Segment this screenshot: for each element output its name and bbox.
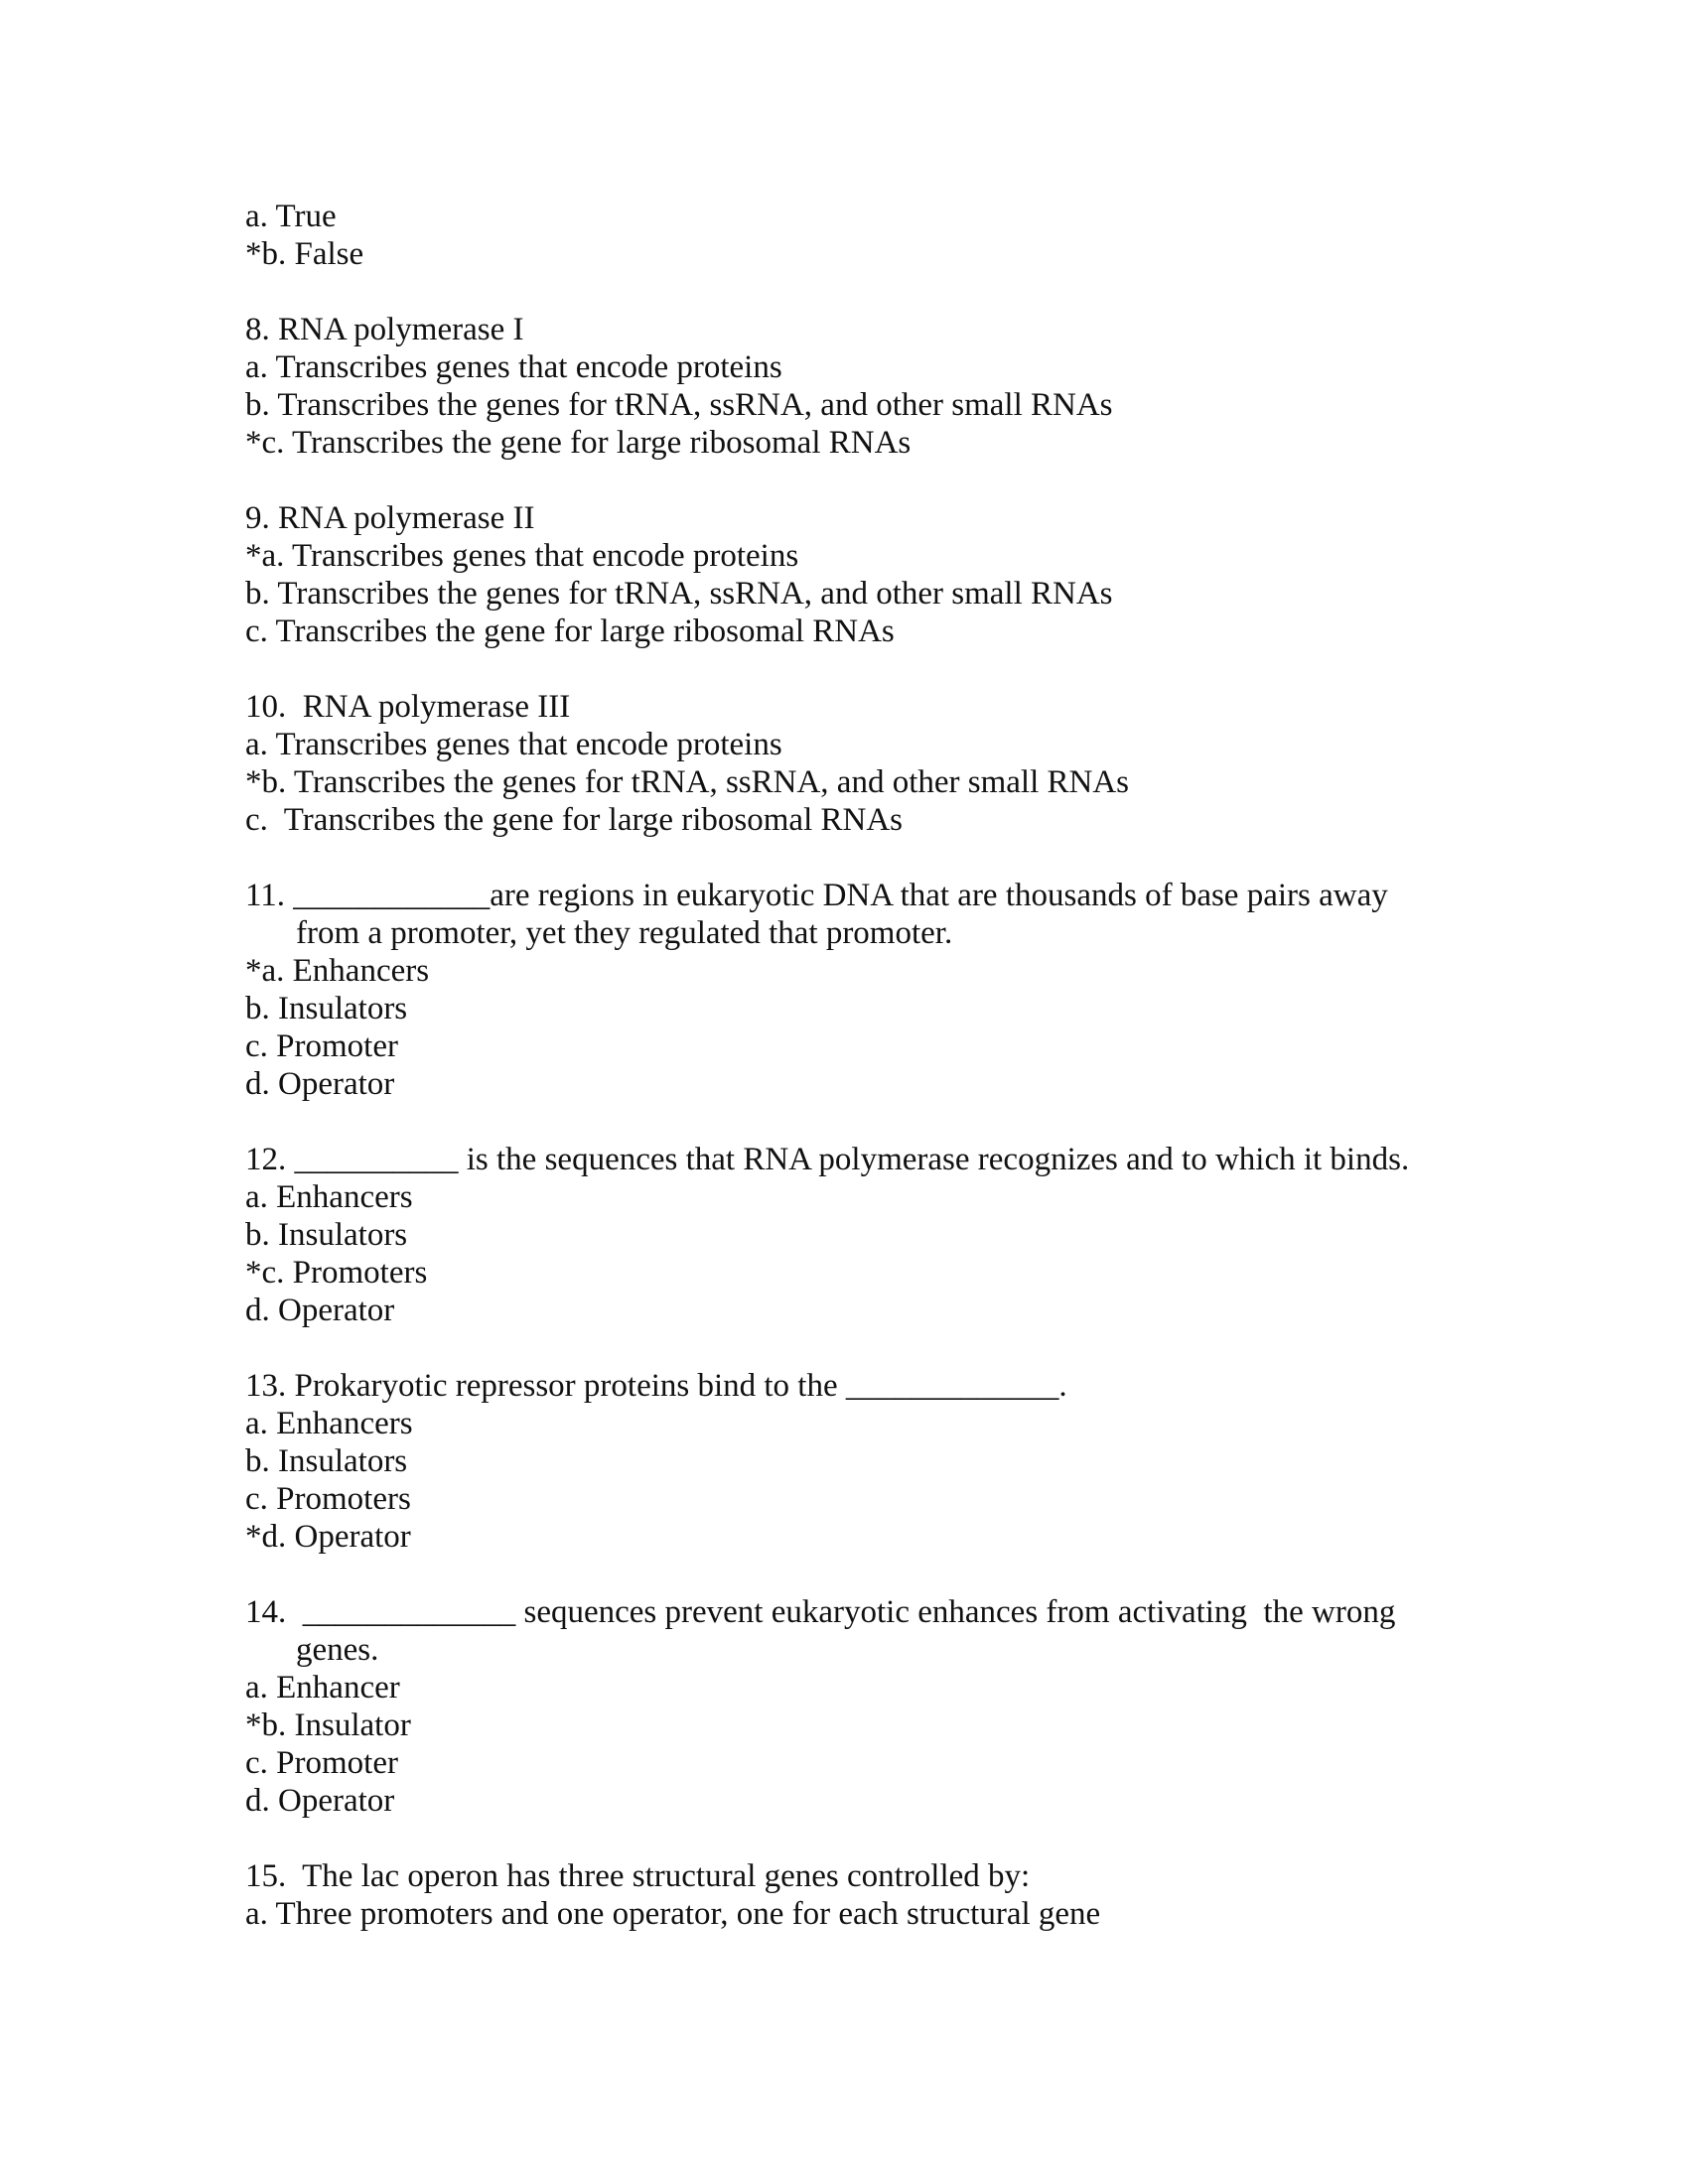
option: b. Insulators bbox=[245, 1217, 408, 1253]
question-7 bbox=[245, 198, 1536, 273]
option: a. Transcribes genes that encode proteins bbox=[245, 727, 782, 762]
option-correct: *d. Operator bbox=[245, 1519, 411, 1555]
question-stem: 11. ____________are regions in eukaryotic DNA that are thousands of base pairs away bbox=[245, 878, 1388, 913]
option: a. Enhancers bbox=[245, 1406, 413, 1441]
option: a. Transcribes genes that encode proteins bbox=[245, 349, 782, 385]
option-correct: *b. False bbox=[245, 236, 364, 272]
option: a. Three promoters and one operator, one for each structural gene bbox=[245, 1896, 1101, 1932]
question-stem: 10. RNA polymerase III bbox=[245, 689, 571, 725]
question-12 bbox=[245, 1141, 1536, 1329]
option-correct: *b. Transcribes the genes for tRNA, ssRNA, and other small RNAs bbox=[245, 764, 1130, 800]
option: d. Operator bbox=[245, 1783, 395, 1819]
question-10 bbox=[245, 688, 1536, 839]
question-stem: 9. RNA polymerase II bbox=[245, 500, 535, 536]
question-8 bbox=[245, 311, 1536, 462]
option: d. Operator bbox=[245, 1066, 395, 1102]
question-13 bbox=[245, 1367, 1536, 1556]
option-correct: *a. Enhancers bbox=[245, 953, 430, 989]
option: c. Transcribes the gene for large ribosomal RNAs bbox=[245, 614, 895, 649]
option: b. Transcribes the genes for tRNA, ssRNA, and other small RNAs bbox=[245, 576, 1113, 612]
question-stem: 12. __________ is the sequences that RNA polymerase recognizes and to which it binds. bbox=[245, 1142, 1410, 1177]
question-15 bbox=[245, 1857, 1536, 1933]
option-correct: *b. Insulator bbox=[245, 1707, 411, 1743]
question-9 bbox=[245, 499, 1536, 650]
option: a. Enhancer bbox=[245, 1670, 400, 1706]
question-stem: 15. The lac operon has three structural genes controlled by: bbox=[245, 1858, 1031, 1894]
option: a. Enhancers bbox=[245, 1179, 413, 1215]
question-stem: 8. RNA polymerase I bbox=[245, 312, 524, 347]
option-correct: *a. Transcribes genes that encode proteins bbox=[245, 538, 799, 574]
option: a. True bbox=[245, 199, 337, 234]
option-correct: *c. Transcribes the gene for large ribosomal RNAs bbox=[245, 425, 912, 461]
option: c. Transcribes the gene for large ribosomal RNAs bbox=[245, 802, 904, 838]
question-stem: 13. Prokaryotic repressor proteins bind to the _____________. bbox=[245, 1368, 1067, 1404]
option: b. Transcribes the genes for tRNA, ssRNA, and other small RNAs bbox=[245, 387, 1113, 423]
option: d. Operator bbox=[245, 1293, 395, 1328]
question-stem: 14. _____________ sequences prevent eukaryotic enhances from activating the wrong bbox=[245, 1594, 1396, 1630]
option-correct: *c. Promoters bbox=[245, 1255, 428, 1291]
question-stem-continued: from a promoter, yet they regulated that promoter. bbox=[296, 915, 953, 951]
option: b. Insulators bbox=[245, 991, 408, 1026]
question-14 bbox=[245, 1593, 1536, 1820]
document-page bbox=[245, 198, 1536, 1933]
question-stem-continued: genes. bbox=[296, 1632, 379, 1668]
question-11 bbox=[245, 877, 1536, 1103]
option: b. Insulators bbox=[245, 1443, 408, 1479]
option: c. Promoter bbox=[245, 1028, 398, 1064]
option: c. Promoter bbox=[245, 1745, 398, 1781]
option: c. Promoters bbox=[245, 1481, 411, 1517]
